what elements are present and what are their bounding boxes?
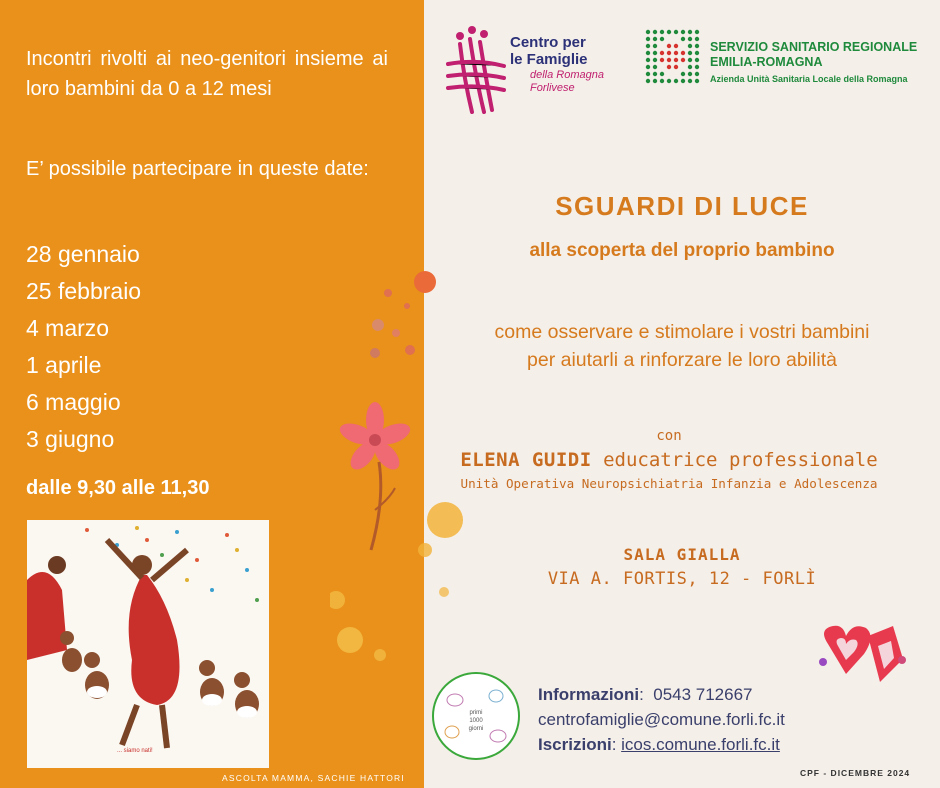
dates-list: [26, 236, 141, 458]
info-label: Informazioni: [538, 685, 640, 704]
date-item: 25 febbraio: [26, 278, 142, 304]
con-label: con: [656, 428, 682, 444]
cpf-line2: le Famiglie: [510, 51, 588, 68]
date-item: 6 maggio: [26, 389, 121, 415]
badge-text3: giorni: [468, 726, 484, 732]
dates-intro-text: E’ possibile partecipare in queste date:: [26, 158, 369, 180]
footer-credit: CPF - DICEMBRE 2024: [800, 768, 911, 778]
contact-info: [538, 682, 785, 757]
badge-text2: 1000: [469, 718, 483, 724]
hearts-decoration: [808, 614, 918, 694]
date-item: 3 giugno: [26, 426, 115, 452]
address: VIA A. FORTIS, 12 - FORLÌ: [547, 569, 817, 589]
email-link[interactable]: centrofamiglie@comune.forli.fc.it: [538, 710, 785, 729]
illustration-text: ... siamo nati!: [117, 748, 153, 754]
speaker-role: educatrice professionale: [591, 449, 878, 471]
cpf-subtitle: [530, 69, 604, 95]
cpf-line1: Centro per: [510, 34, 586, 51]
speaker-name: ELENA GUIDI: [460, 449, 592, 471]
hours-text: dalle 9,30 alle 11,30: [26, 477, 210, 499]
desc-line1: come osservare e stimolare i vostri bambini: [494, 321, 870, 343]
date-item: 1 aprile: [26, 352, 102, 378]
info-phone[interactable]: 0543 712667: [653, 685, 753, 704]
cpf-line4: Forlivese: [530, 82, 575, 94]
registration-link[interactable]: icos.comune.forli.fc.it: [621, 735, 780, 754]
info-line: Informazioni: 0543 712667: [538, 685, 753, 704]
speaker: [424, 449, 914, 471]
event-description: [424, 318, 940, 374]
primi-1000-giorni-logo: [430, 670, 522, 762]
registration-label: Iscrizioni: [538, 735, 612, 754]
ssr-line1: SERVIZIO SANITARIO REGIONALE: [710, 40, 918, 54]
ssr-title: [710, 40, 917, 70]
event-title: SGUARDI DI LUCE: [555, 191, 809, 221]
cpf-title: [510, 34, 588, 68]
date-item: 4 marzo: [26, 315, 110, 341]
room-name: SALA GIALLA: [623, 545, 741, 564]
ssr-subtitle: Azienda Unità Sanitaria Locale della Romagna: [710, 74, 908, 84]
speaker-unit: Unità Operativa Neuropsichiatria Infanzia e Adolescenza: [460, 476, 878, 491]
desc-line2: per aiutarli a rinforzare le loro abilità: [527, 349, 837, 371]
date-item: 28 gennaio: [26, 241, 140, 267]
registration-line: Iscrizioni: icos.comune.forli.fc.it: [538, 735, 780, 754]
cpf-line3: della Romagna: [530, 69, 604, 81]
book-illustration: [27, 520, 269, 768]
intro-text: Incontri rivolti ai neo-genitori insieme ai loro bambini da 0 a 12 mesi: [26, 48, 388, 100]
ssr-logo-icon: [642, 26, 702, 88]
photo-caption: ASCOLTA MAMMA, SACHIE HATTORI: [222, 773, 405, 783]
ssr-line2: EMILIA-ROMAGNA: [710, 55, 823, 69]
badge-text1: primi: [469, 710, 483, 716]
event-subtitle: alla scoperta del proprio bambino: [529, 240, 835, 261]
